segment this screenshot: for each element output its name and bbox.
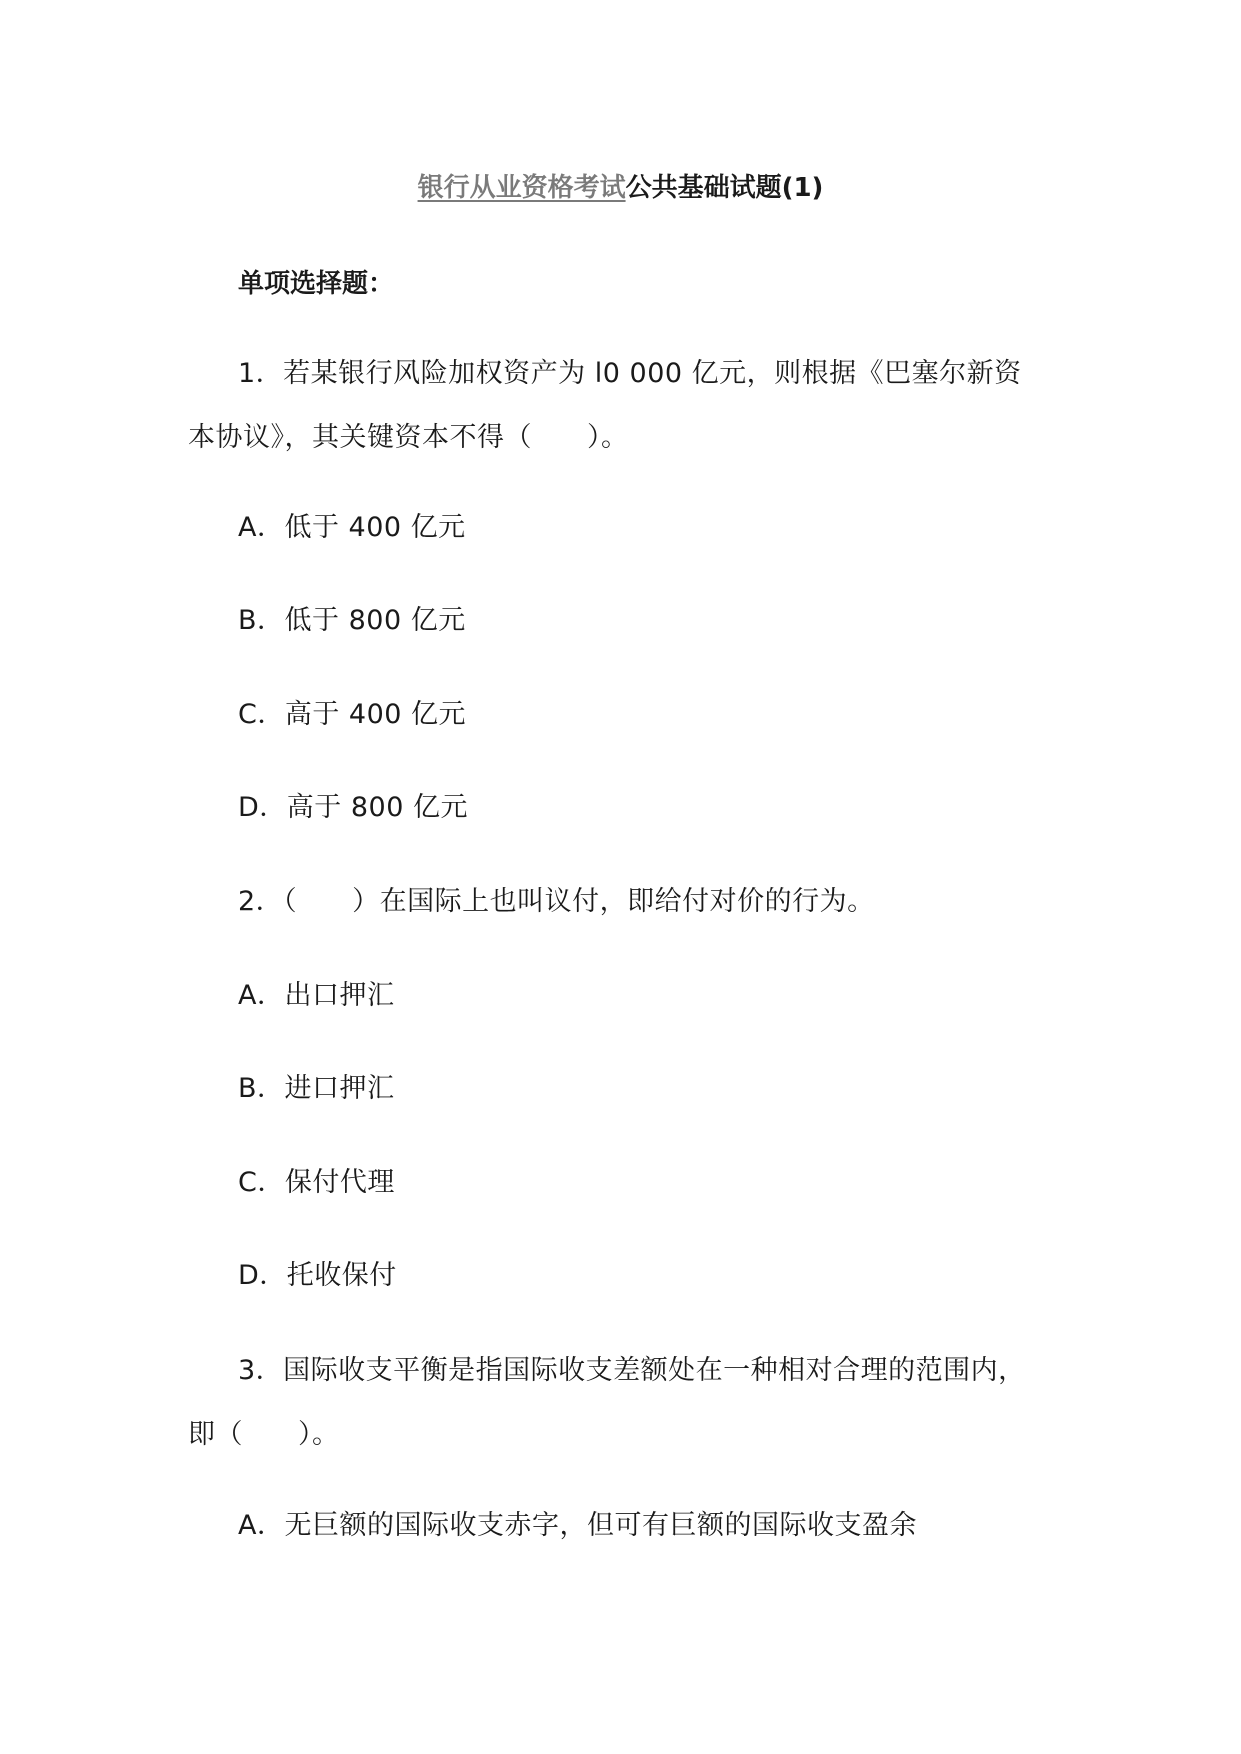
question-1-option-b: B．低于 800 亿元 (238, 605, 466, 636)
question-1-option-a: A．低于 400 亿元 (238, 512, 466, 543)
question-1-option-c: C．高于 400 亿元 (238, 699, 467, 730)
question-3-stem-line-1: 3．国际收支平衡是指国际收支差额处在一种相对合理的范围内， (238, 1355, 1026, 1386)
title-link[interactable]: 银行从业资格考试 (417, 173, 626, 203)
question-2-option-c: C．保付代理 (238, 1167, 395, 1198)
question-2-option-d: D．托收保付 (238, 1260, 397, 1291)
question-2-stem-line-1: 2．（ ）在国际上也叫议付，即给付对价的行为。 (238, 886, 875, 917)
question-1-stem-line-2: 本协议》，其关键资本不得（ ）。 (188, 422, 629, 453)
question-3-stem-line-2: 即（ ）。 (188, 1419, 340, 1450)
document-title (0, 168, 1241, 208)
title-text: 公共基础试题(1) (625, 173, 824, 203)
question-1-option-d: D．高于 800 亿元 (238, 792, 468, 823)
question-3-option-a: A．无巨额的国际收支赤字，但可有巨额的国际收支盈余 (238, 1510, 917, 1541)
section-heading: 单项选择题： (238, 269, 395, 299)
question-2-option-b: B．进口押汇 (238, 1073, 395, 1104)
question-1-stem-line-1: 1．若某银行风险加权资产为 l0 000 亿元，则根据《巴塞尔新资 (238, 358, 1022, 389)
question-2-option-a: A．出口押汇 (238, 980, 395, 1011)
